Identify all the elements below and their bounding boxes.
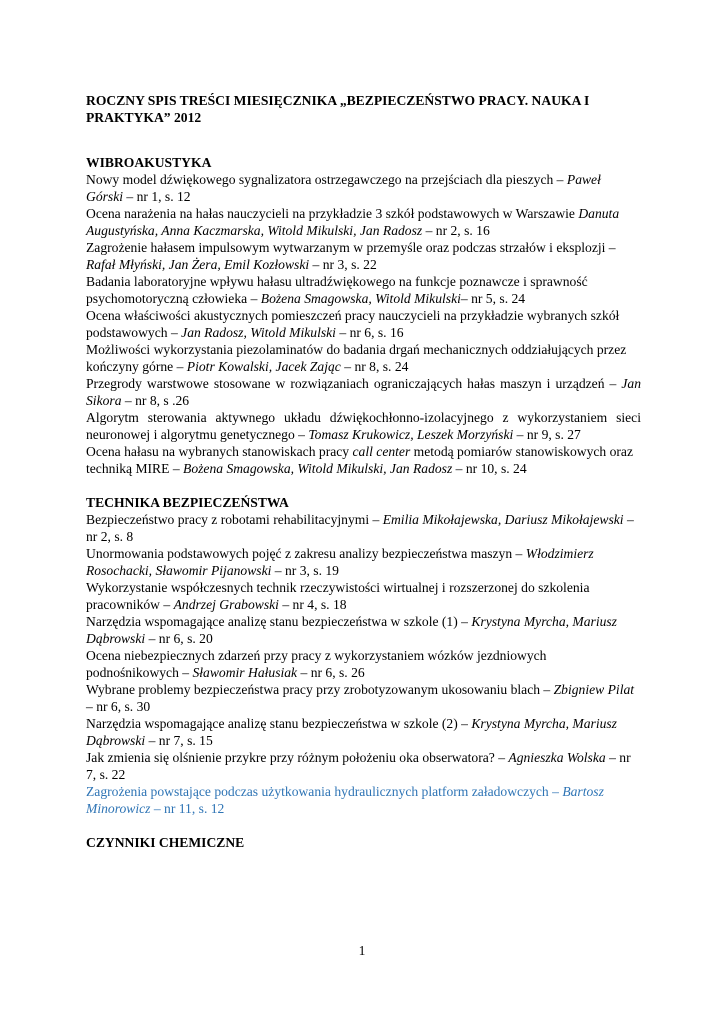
article-entry bbox=[86, 681, 641, 715]
entry-title: Wybrane problemy bezpieczeństwa pracy przy zrobotyzowanym ukosowaniu blach – bbox=[86, 682, 554, 697]
entry-title: Zagrożenie hałasem impulsowym wytwarzanym w przemyśle oraz podczas strzałów i eksplozji – bbox=[86, 240, 616, 255]
section-heading: TECHNIKA BEZPIECZEŃSTWA bbox=[86, 495, 289, 510]
entry-reference: – nr 11, s. 12 bbox=[150, 801, 225, 816]
entry-title: Możliwości wykorzystania piezolaminatów do badania drgań mechanicznych oddziałujących przez kończyny górne – bbox=[86, 342, 627, 374]
article-entry bbox=[86, 613, 641, 647]
entry-authors: Piotr Kowalski, Jacek Zając bbox=[186, 359, 341, 374]
entry-reference: – nr 9, s. 27 bbox=[513, 427, 581, 442]
article-entry bbox=[86, 205, 641, 239]
article-entry bbox=[86, 171, 641, 205]
section-heading: CZYNNIKI CHEMICZNE bbox=[86, 835, 245, 850]
article-entry-link[interactable] bbox=[86, 783, 641, 817]
entry-authors: Bożena Smagowska, Witold Mikulski, Jan Radosz bbox=[183, 461, 453, 476]
entry-title-cont: metodą pomiarów stanowiskowych oraz techniką MIRE – bbox=[86, 444, 633, 476]
page-number: 1 bbox=[358, 943, 366, 958]
article-entry bbox=[86, 579, 641, 613]
entry-reference: – nr 3, s. 22 bbox=[309, 257, 377, 272]
article-entry bbox=[86, 749, 641, 783]
entry-reference: – nr 10, s. 24 bbox=[452, 461, 527, 476]
section-0 bbox=[86, 154, 641, 477]
entry-authors: Krystyna Myrcha, Mariusz Dąbrowski bbox=[86, 614, 617, 646]
entry-authors: Paweł Górski bbox=[86, 172, 601, 204]
entry-authors: Bartosz Minorowicz bbox=[86, 784, 604, 816]
entry-authors: Jan Radosz, Witold Mikulski bbox=[181, 325, 336, 340]
entry-title: Przegrody warstwowe stosowane w rozwiązaniach ograniczających hałas maszyn i urządzeń – bbox=[86, 376, 622, 391]
entry-title: Narzędzia wspomagające analizę stanu bezpieczeństwa w szkole (1) – bbox=[86, 614, 472, 629]
article-entry bbox=[86, 715, 641, 749]
entry-title: Algorytm sterowania aktywnego układu dźwiękochłonno-izolacyjnego z wykorzystaniem sieci neuronowej i algorytmu genetycznego – bbox=[86, 410, 641, 442]
article-entry bbox=[86, 443, 641, 477]
article-entry bbox=[86, 545, 641, 579]
entry-title: Ocena niebezpiecznych zdarzeń przy pracy z wykorzystaniem wózków jezdniowych podnośnikowych – bbox=[86, 648, 547, 680]
entry-title: Unormowania podstawowych pojęć z zakresu analizy bezpieczeństwa maszyn – bbox=[86, 546, 526, 561]
entry-title: Zagrożenia powstające podczas użytkowania hydraulicznych platform załadowczych – bbox=[86, 784, 563, 799]
entry-reference: nr 5, s. 24 bbox=[467, 291, 526, 306]
article-entry bbox=[86, 511, 641, 545]
article-entry bbox=[86, 647, 641, 681]
document-title: ROCZNY SPIS TREŚCI MIESIĘCZNIKA „BEZPIECZEŃSTWO PRACY. NAUKA I PRAKTYKA” 2012 bbox=[86, 93, 590, 125]
entry-reference: – nr 8, s .26 bbox=[121, 393, 190, 408]
entry-reference: – nr 6, s. 20 bbox=[145, 631, 213, 646]
entry-authors: Włodzimierz Rosochacki, Sławomir Pijanowski bbox=[86, 546, 594, 578]
entry-reference: – nr 6, s. 26 bbox=[297, 665, 365, 680]
entry-title-italic: call center bbox=[352, 444, 411, 459]
entry-authors: Agnieszka Wolska bbox=[508, 750, 606, 765]
article-entry bbox=[86, 375, 641, 409]
entry-authors: Danuta Augustyńska, Anna Kaczmarska, Witold Mikulski, Jan Radosz bbox=[86, 206, 620, 238]
entry-authors: Tomasz Krukowicz, Leszek Morzyński bbox=[308, 427, 514, 442]
entry-authors: Jan Sikora bbox=[86, 376, 641, 408]
document-page bbox=[86, 92, 641, 868]
entry-reference: – nr 4, s. 18 bbox=[278, 597, 347, 612]
entry-authors: Rafał Młyński, Jan Żera, Emil Kozłowski bbox=[86, 257, 310, 272]
entry-reference: – nr 6, s. 16 bbox=[335, 325, 404, 340]
entry-reference: – nr 6, s. 30 bbox=[86, 699, 151, 714]
entry-reference: – nr 2, s. 8 bbox=[86, 512, 634, 544]
entry-reference: – nr 7, s. 15 bbox=[145, 733, 213, 748]
article-entry bbox=[86, 307, 641, 341]
entry-reference: – nr 8, s. 24 bbox=[340, 359, 409, 374]
entry-authors: Emilia Mikołajewska, Dariusz Mikołajewski bbox=[382, 512, 624, 527]
article-entry bbox=[86, 341, 641, 375]
entry-reference: – nr 1, s. 12 bbox=[123, 189, 191, 204]
entry-reference: – nr 7, s. 22 bbox=[86, 750, 631, 782]
entry-reference: – nr 2, s. 16 bbox=[422, 223, 490, 238]
section-1 bbox=[86, 494, 641, 817]
article-entry bbox=[86, 409, 641, 443]
entry-title: Nowy model dźwiękowego sygnalizatora ostrzegawczego na przejściach dla pieszych – bbox=[86, 172, 567, 187]
entry-title: Jak zmienia się olśnienie przykre przy różnym położeniu oka obserwatora? – bbox=[86, 750, 509, 765]
entry-title: Ocena właściwości akustycznych pomieszczeń pracy nauczycieli na przykładzie wybranych szkół podstawowych – bbox=[86, 308, 620, 340]
entry-title: Badania laboratoryjne wpływu hałasu ultradźwiękowego na funkcje poznawcze i sprawność psychomotoryczną człowieka – bbox=[86, 274, 588, 306]
section-heading: WIBROAKUSTYKA bbox=[86, 155, 212, 170]
section-2 bbox=[86, 834, 641, 851]
entry-title: Ocena hałasu na wybranych stanowiskach pracy bbox=[86, 444, 353, 459]
entry-reference: – nr 3, s. 19 bbox=[271, 563, 339, 578]
entry-title: Narzędzia wspomagające analizę stanu bezpieczeństwa w szkole (2) – bbox=[86, 716, 472, 731]
entry-authors: Andrzej Grabowski bbox=[173, 597, 279, 612]
entry-authors: Bożena Smagowska, Witold Mikulski– bbox=[260, 291, 468, 306]
entry-authors: Zbigniew Pilat bbox=[553, 682, 635, 697]
article-entry bbox=[86, 239, 641, 273]
entry-title: Wykorzystanie współczesnych technik rzeczywistości wirtualnej i rozszerzonej do szkolenia pracowników – bbox=[86, 580, 590, 612]
article-entry bbox=[86, 273, 641, 307]
entry-authors: Sławomir Hałusiak bbox=[192, 665, 298, 680]
sections-container bbox=[86, 154, 641, 851]
entry-authors: Krystyna Myrcha, Mariusz Dąbrowski bbox=[86, 716, 617, 748]
entry-title: Bezpieczeństwo pracy z robotami rehabilitacyjnymi – bbox=[86, 512, 383, 527]
entry-title: Ocena narażenia na hałas nauczycieli na przykładzie 3 szkół podstawowych w Warszawie bbox=[86, 206, 579, 221]
